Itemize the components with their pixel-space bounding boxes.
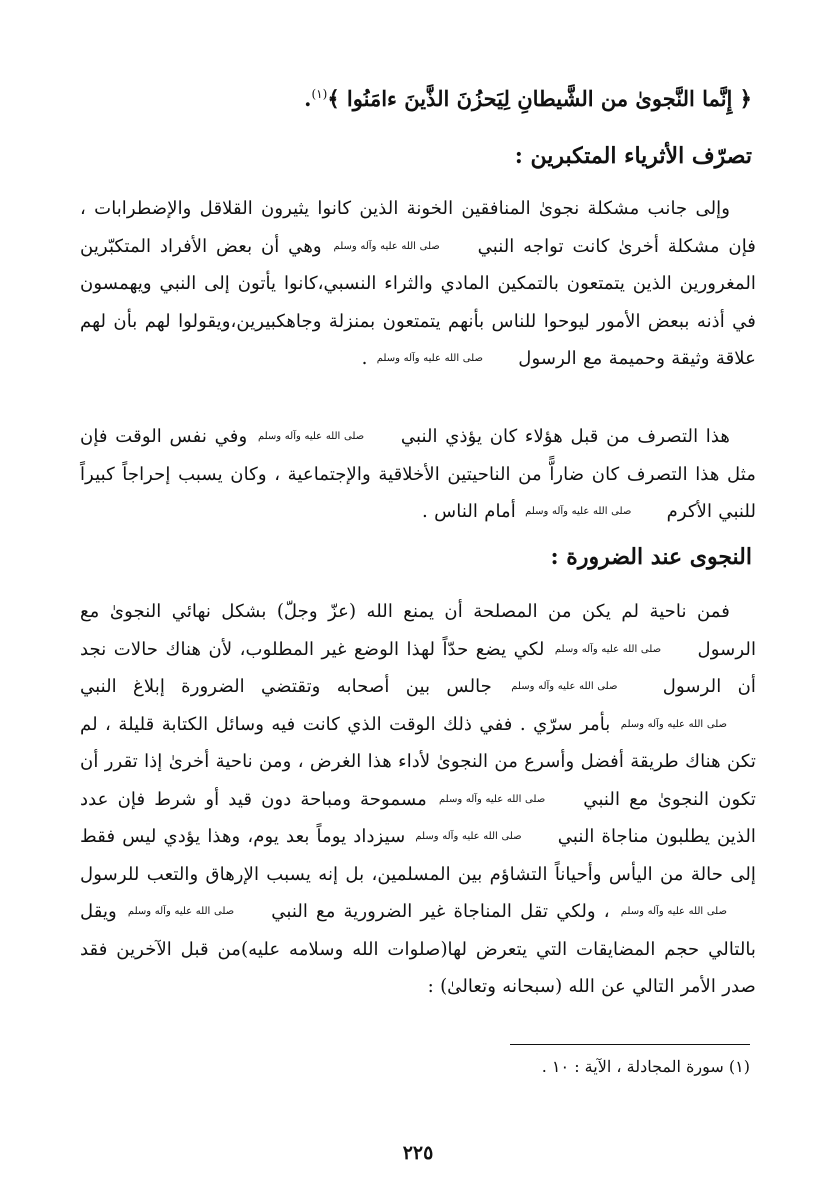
paragraph-text: جالس بين أصحابه وتقتضي الضرورة إبلاغ النبي: [80, 676, 492, 697]
paragraph-text: فمن ناحية لم يكن من المصلحة أن يمنع الله (عزّ وجلّ) بشكل نهائي النجوىٰ مع الرسول: [80, 601, 756, 660]
salawat-glyph: صلى الله عليه وآله وسلم: [439, 793, 546, 805]
footnote-divider: [510, 1044, 750, 1045]
footnote-reference: (١): [311, 87, 328, 101]
paragraph-text: لكي يضع حدّاً لهذا الوضع غير المطلوب، لأن هناك حالات نجد أن الرسول: [80, 638, 756, 697]
salawat-glyph: صلى الله عليه وآله وسلم: [554, 643, 662, 655]
salawat-glyph: صلى الله عليه وآله وسلم: [511, 681, 618, 692]
paragraph-text: ويقل بالتالي حجم المضايقات التي يتعرض لها(صلوات الله وسلامه عليه)من قبل الآخرين فقد صدر الأمر التالي عن الله (سبحانه وتعالىٰ) :: [80, 901, 756, 997]
paragraph-text: وإلى جانب مشكلة نجوىٰ المنافقين الخونة الذين كانوا يثيرون القلاقل والإضطرابات ، فإن مشكلة أخرىٰ كانت تواجه النبي: [80, 198, 756, 257]
quran-verse-end: .: [304, 86, 312, 111]
paragraph-2: [80, 418, 756, 531]
paragraph-text: سيزداد يوماً بعد يوم، وهذا يؤدي ليس فقط إلى حالة من اليأس وأحياناً التشاؤم بين المسلمين، بل إنه يسبب الإرهاق والتعب للرسول: [80, 826, 756, 885]
paragraph-text: وهي أن بعض الأفراد المتكبّرين المغرورين الذين يتمتعون بالتمكين المادي والثراء النسبي،كانوا يأتون إلى النبي ويهمسون في أذنه ببعض الأمور ليوحوا للناس بأنهم يتمتعون بمنزلة وجاهكبيرين،ويقولوا لهم بأن لهم علاقة وثيقة وحميمة مع الرسول: [80, 235, 756, 369]
paragraph-text: وفي نفس الوقت فإن مثل هذا التصرف كان ضاراًّ من الناحيتين الأخلاقية والإجتماعية ، وكان يسبب إحراجاً كبيراً للنبي الأكرم: [80, 426, 756, 522]
paragraph-text: مسموحة ومباحة دون قيد أو شرط فإن عدد الذين يطلبون مناجاة النبي: [80, 788, 756, 847]
salawat-glyph: صلى الله عليه وآله وسلم: [415, 831, 522, 842]
salawat-glyph: صلى الله عليه وآله وسلم: [620, 906, 727, 917]
salawat-glyph: صلى الله عليه وآله وسلم: [127, 906, 235, 917]
paragraph-text: أمام الناس .: [422, 501, 516, 522]
quran-verse-text: ﴿ إِنَّما النَّجوىٰ من الشَّيطانِ لِيَحزُنَ الذَّينَ ءامَنُوا ﴾: [327, 86, 752, 111]
section-heading-necessity: النجوى عند الضرورة :: [550, 544, 752, 570]
paragraph-3: [80, 593, 756, 1006]
salawat-glyph: صلى الله عليه وآله وسلم: [620, 718, 727, 730]
paragraph-text: بأمر سرّي . ففي ذلك الوقت الذي كانت فيه وسائل الكتابة قليلة ، لم تكن هناك طريقة أفضل وأسرع من النجوىٰ لأداء هذا الغرض ، ومن ناحية أخرىٰ إذا تقرر أن تكون النجوىٰ مع النبي: [80, 713, 756, 810]
salawat-glyph: صلى الله عليه وآله وسلم: [525, 506, 632, 517]
paragraph-1: [80, 190, 756, 378]
section-heading-wealthy: تصرّف الأثرياء المتكبرين :: [514, 143, 752, 169]
salawat-glyph: صلى الله عليه وآله وسلم: [376, 353, 483, 364]
paragraph-text: .: [361, 348, 368, 369]
salawat-glyph: صلى الله عليه وآله وسلم: [257, 431, 365, 442]
quran-verse: [72, 74, 752, 119]
paragraph-text: هذا التصرف من قبل هؤلاء كان يؤذي النبي: [400, 426, 730, 447]
page-number: ٢٢٥: [402, 1142, 434, 1164]
salawat-glyph: صلى الله عليه وآله وسلم: [333, 240, 440, 252]
footnote: (١) سورة المجادلة ، الآية : ١٠ .: [541, 1057, 750, 1076]
paragraph-text: ، ولكي تقل المناجاة غير الضرورية مع النبي: [271, 901, 610, 922]
